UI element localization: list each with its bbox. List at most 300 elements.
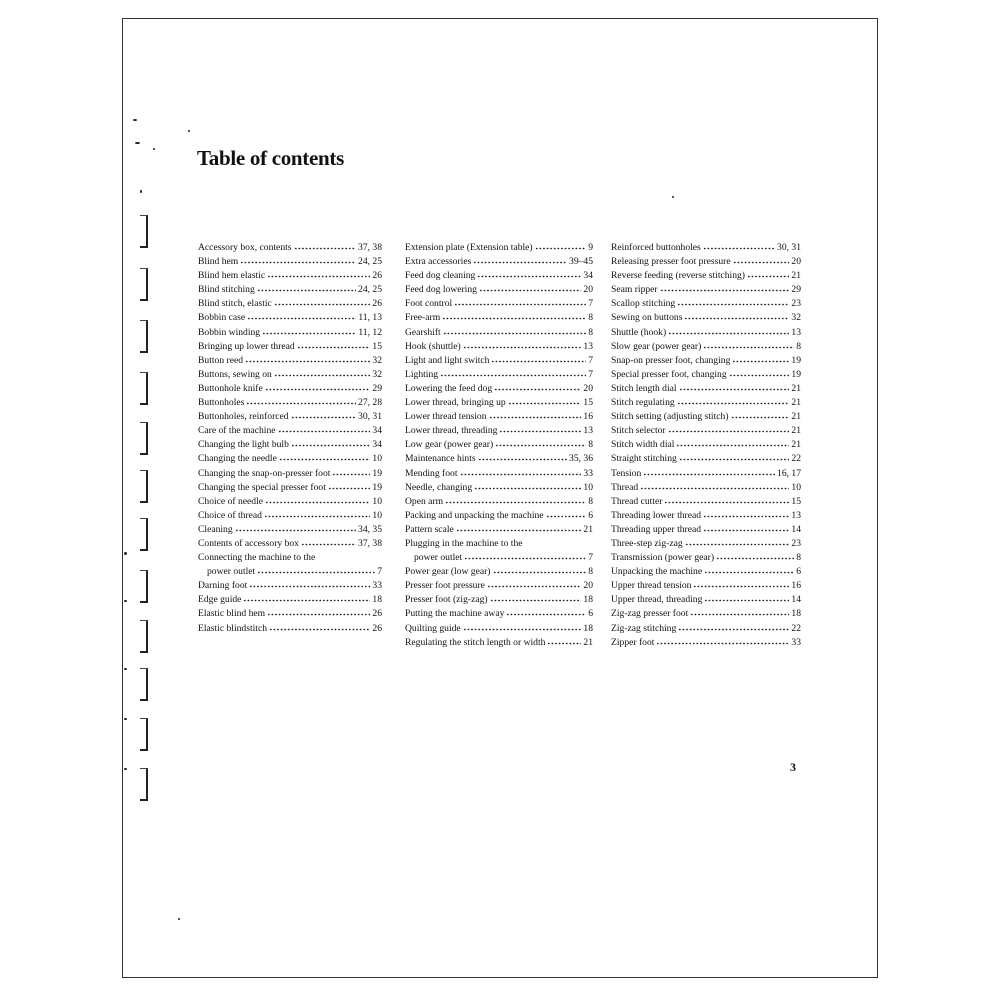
toc-entry-page: 23	[791, 298, 801, 310]
dot-leader	[443, 325, 587, 335]
binder-bracket	[140, 422, 148, 455]
toc-entry	[198, 339, 382, 353]
dot-leader	[267, 606, 370, 616]
toc-entry-page: 19	[791, 368, 801, 380]
toc-entry-page: 24, 25	[358, 284, 382, 296]
toc-entry-page: 37, 38	[358, 242, 382, 253]
toc-entry-page: 21	[791, 439, 801, 451]
dot-leader	[679, 381, 790, 391]
toc-entry-label: Lower thread, threading	[405, 425, 498, 437]
toc-entry-page: 32	[372, 368, 382, 380]
scan-speck	[124, 668, 127, 670]
toc-entry-label: Shuttle (hook)	[611, 326, 667, 338]
dot-leader	[278, 423, 371, 433]
toc-entry	[198, 550, 382, 564]
dot-leader	[297, 339, 371, 349]
toc-entry	[405, 381, 593, 395]
dot-leader	[474, 480, 581, 490]
dot-leader	[246, 395, 356, 405]
scan-speck	[124, 768, 127, 770]
dot-leader	[240, 254, 356, 264]
dot-leader	[317, 550, 380, 560]
toc-entry-page: 18	[372, 594, 382, 606]
toc-entry	[198, 451, 382, 465]
toc-entry	[198, 494, 382, 508]
dot-leader	[328, 480, 371, 490]
dot-leader	[525, 536, 591, 546]
toc-entry	[611, 466, 801, 480]
dot-leader	[732, 353, 789, 363]
dot-leader	[265, 381, 371, 391]
toc-entry	[405, 339, 593, 353]
dot-leader	[490, 592, 582, 602]
dot-leader	[473, 254, 567, 264]
toc-entry-label: Blind hem	[198, 256, 239, 268]
page-number: 3	[790, 760, 796, 774]
toc-entry-label: Packing and unpacking the machine	[405, 509, 544, 521]
dot-leader	[499, 423, 581, 433]
dot-leader	[729, 367, 790, 377]
toc-entry	[405, 282, 593, 296]
dot-leader	[733, 254, 790, 264]
toc-entry-label: Choice of needle	[198, 495, 263, 507]
toc-entry-label: Buttonhole knife	[198, 382, 263, 394]
dot-leader	[487, 578, 581, 588]
toc-entry	[198, 381, 382, 395]
toc-entry	[198, 282, 382, 296]
toc-entry	[198, 409, 382, 423]
dot-leader	[703, 508, 789, 518]
dot-leader	[301, 536, 356, 546]
toc-entry	[405, 325, 593, 339]
toc-entry-label: Cleaning	[198, 523, 233, 535]
toc-entry	[611, 480, 801, 494]
dot-leader	[279, 451, 371, 461]
dot-leader	[690, 606, 789, 616]
toc-entry	[198, 367, 382, 381]
scan-speck	[672, 196, 674, 198]
toc-entry-label: Lower thread tension	[405, 411, 487, 423]
toc-entry-page: 13	[791, 326, 801, 338]
toc-entry-label: Three-step zig-zag	[611, 537, 683, 549]
scan-speck	[135, 142, 140, 144]
toc-entry-label: Threading upper thread	[611, 523, 702, 535]
toc-entry-label: Blind hem elastic	[198, 270, 266, 282]
toc-entry-page: 6	[588, 608, 593, 620]
toc-entry-page: 15	[372, 340, 382, 352]
dot-leader	[249, 578, 370, 588]
binder-bracket	[140, 215, 148, 248]
toc-entry-page: 8	[588, 439, 593, 451]
toc-entry	[198, 310, 382, 324]
toc-entry-label: Upper thread tension	[611, 580, 692, 592]
toc-entry-page: 19	[372, 481, 382, 493]
toc-column-2	[405, 240, 593, 649]
toc-entry	[611, 564, 801, 578]
toc-entry	[198, 296, 382, 310]
toc-entry	[405, 451, 593, 465]
toc-entry	[405, 423, 593, 437]
toc-entry-page: 22	[791, 622, 801, 634]
toc-entry-page: 16, 17	[777, 467, 801, 479]
toc-entry	[611, 635, 801, 649]
dot-leader	[747, 268, 789, 278]
dot-leader	[332, 466, 370, 476]
toc-entry-label: Presser foot pressure	[405, 580, 485, 592]
toc-entry-page: 30, 31	[358, 411, 382, 423]
toc-entry-page: 18	[791, 608, 801, 620]
toc-entry-label: Maintenance hints	[405, 453, 476, 465]
toc-entry	[405, 480, 593, 494]
toc-entry-label: Reverse feeding (reverse stitching)	[611, 270, 745, 282]
toc-entry	[611, 592, 801, 606]
toc-entry-page: 21	[791, 425, 801, 437]
dot-leader	[291, 437, 371, 447]
toc-entry	[611, 395, 801, 409]
dot-leader	[267, 268, 370, 278]
toc-entry	[198, 522, 382, 536]
toc-entry-page: 20	[583, 580, 593, 592]
toc-entry-label: Changing the special presser foot	[198, 481, 326, 493]
toc-entry	[405, 395, 593, 409]
toc-entry-page: 10	[372, 495, 382, 507]
dot-leader	[716, 550, 794, 560]
toc-entry	[405, 564, 593, 578]
toc-entry-label: Light and light switch	[405, 354, 490, 366]
binder-bracket	[140, 718, 148, 751]
dot-leader	[685, 536, 790, 546]
toc-entry-label: Stitch setting (adjusting stitch)	[611, 411, 729, 423]
toc-entry	[198, 325, 382, 339]
toc-entry	[405, 437, 593, 451]
toc-entry-page: 18	[583, 622, 593, 634]
dot-leader	[440, 367, 586, 377]
toc-entry-page: 8	[796, 340, 801, 352]
dot-leader	[703, 339, 794, 349]
toc-entry-label: Choice of thread	[198, 509, 262, 521]
dot-leader	[442, 310, 586, 320]
dot-leader	[547, 635, 581, 645]
toc-entry	[405, 635, 593, 649]
toc-entry-label: Feed dog cleaning	[405, 270, 476, 282]
scan-speck	[124, 552, 127, 555]
toc-entry-label: Care of the machine	[198, 425, 276, 437]
toc-entry-page: 7	[588, 552, 593, 564]
toc-entry	[198, 564, 382, 578]
toc-entry-label: Sewing on buttons	[611, 312, 683, 324]
dot-leader	[677, 296, 789, 306]
toc-entry-label: Changing the light bulb	[198, 439, 289, 451]
toc-entry-label: Accessory box, contents	[198, 242, 292, 253]
toc-entry-page: 14	[791, 594, 801, 606]
toc-entry-page: 16	[791, 580, 801, 592]
toc-entry	[611, 310, 801, 324]
toc-entry-label: Thread	[611, 481, 639, 493]
toc-entry-page: 34	[372, 425, 382, 437]
toc-entry-page: 15	[791, 495, 801, 507]
dot-leader	[508, 395, 582, 405]
toc-entry-label: Upper thread, threading	[611, 594, 703, 606]
binder-bracket	[140, 768, 148, 801]
toc-entry-label: Quilting guide	[405, 622, 461, 634]
dot-leader	[731, 409, 790, 419]
toc-entry	[198, 592, 382, 606]
toc-entry-label: power outlet	[207, 566, 256, 578]
toc-entry-page: 7	[588, 368, 593, 380]
toc-entry-label: Buttons, sewing on	[198, 368, 272, 380]
scan-speck	[133, 119, 137, 121]
toc-entry-label: Stitch regulating	[611, 397, 675, 409]
toc-entry-page: 13	[791, 509, 801, 521]
dot-leader	[684, 310, 789, 320]
toc-entry	[405, 240, 593, 254]
toc-entry-label: Open arm	[405, 495, 444, 507]
toc-entry	[405, 310, 593, 324]
toc-entry-page: 8	[588, 566, 593, 578]
toc-entry-page: 10	[791, 481, 801, 493]
dot-leader	[478, 451, 567, 461]
toc-entry	[198, 254, 382, 268]
toc-entry	[405, 592, 593, 606]
toc-entry-page: 33	[583, 467, 593, 479]
toc-entry-page: 23	[791, 537, 801, 549]
dot-leader	[456, 522, 582, 532]
toc-entry	[405, 508, 593, 522]
dot-leader	[257, 282, 356, 292]
toc-entry	[611, 381, 801, 395]
page-title: Table of contents	[197, 146, 344, 170]
toc-entry-label: Needle, changing	[405, 481, 473, 493]
toc-entry-label: Scallop stitching	[611, 298, 676, 310]
toc-entry	[611, 296, 801, 310]
binder-bracket	[140, 518, 148, 551]
toc-entry-label: Transmission (power gear)	[611, 552, 715, 564]
toc-entry-label: Slow gear (power gear)	[611, 340, 702, 352]
toc-entry-label: Plugging in the machine to the	[405, 537, 523, 549]
binder-bracket	[140, 570, 148, 603]
toc-entry	[405, 268, 593, 282]
toc-entry-label: Reinforced buttonholes	[611, 242, 701, 253]
toc-entry-label: Regulating the stitch length or width	[405, 636, 546, 648]
toc-entry-label: Edge guide	[198, 594, 242, 606]
dot-leader	[679, 451, 790, 461]
toc-entry-page: 7	[588, 354, 593, 366]
toc-entry-page: 26	[372, 622, 382, 634]
toc-entry-label: Seam ripper	[611, 284, 658, 296]
dot-leader	[245, 353, 370, 363]
dot-leader	[494, 381, 581, 391]
toc-entry	[405, 536, 593, 550]
toc-entry-page: 6	[588, 509, 593, 521]
toc-entry	[198, 240, 382, 254]
toc-entry-page: 20	[583, 382, 593, 394]
toc-entry-page: 21	[583, 523, 593, 535]
toc-entry	[198, 423, 382, 437]
toc-entry-label: Darning foot	[198, 580, 248, 592]
toc-entry-page: 15	[583, 397, 593, 409]
toc-entry-label: Changing the needle	[198, 453, 277, 465]
toc-entry	[198, 437, 382, 451]
dot-leader	[703, 240, 775, 250]
toc-entry-label: Extra accessories	[405, 256, 472, 268]
toc-entry-label: Button reed	[198, 354, 244, 366]
toc-entry-label: Straight stitching	[611, 453, 677, 465]
dot-leader	[464, 550, 586, 560]
dot-leader	[491, 353, 586, 363]
toc-entry-label: Feed dog lowering	[405, 284, 477, 296]
toc-entry	[611, 240, 801, 254]
dot-leader	[677, 395, 790, 405]
toc-entry-page: 26	[372, 270, 382, 282]
toc-entry-page: 22	[791, 453, 801, 465]
toc-entry-label: Releasing presser foot pressure	[611, 256, 731, 268]
toc-entry-page: 7	[377, 566, 382, 578]
dot-leader	[445, 494, 586, 504]
binder-bracket	[140, 320, 148, 353]
toc-entry-label: Zipper foot	[611, 636, 655, 648]
dot-leader	[656, 635, 789, 645]
toc-entry	[611, 367, 801, 381]
dot-leader	[477, 268, 581, 278]
scan-speck	[124, 600, 127, 602]
toc-entry-page: 34	[372, 439, 382, 451]
dot-leader	[493, 564, 587, 574]
toc-entry-label: Stitch width dial	[611, 439, 675, 451]
toc-entry-label: Elastic blind hem	[198, 608, 266, 620]
dot-leader	[678, 621, 789, 631]
toc-entry-page: 8	[588, 326, 593, 338]
toc-entry-page: 20	[791, 256, 801, 268]
toc-entry	[611, 325, 801, 339]
toc-entry	[405, 466, 593, 480]
toc-entry-label: Low gear (power gear)	[405, 439, 494, 451]
binder-bracket	[140, 268, 148, 301]
dot-leader	[235, 522, 356, 532]
dot-leader	[506, 606, 586, 616]
toc-entry-page: 24, 25	[358, 256, 382, 268]
binder-bracket	[140, 668, 148, 701]
toc-entry	[611, 606, 801, 620]
toc-entry-page: 21	[791, 411, 801, 423]
toc-entry	[611, 282, 801, 296]
dot-leader	[664, 494, 789, 504]
toc-entry-label: Extension plate (Extension table)	[405, 242, 533, 253]
toc-entry	[198, 621, 382, 635]
dot-leader	[262, 325, 356, 335]
dot-leader	[294, 240, 356, 250]
dot-leader	[643, 466, 775, 476]
dot-leader	[274, 296, 371, 306]
toc-entry-label: Free-arm	[405, 312, 441, 324]
dot-leader	[676, 437, 789, 447]
toc-entry	[198, 268, 382, 282]
toc-entry	[405, 522, 593, 536]
dot-leader	[243, 592, 370, 602]
toc-entry-page: 20	[583, 284, 593, 296]
toc-entry-label: Connecting the machine to the	[198, 552, 316, 564]
toc-entry-label: Bobbin case	[198, 312, 246, 324]
toc-entry	[405, 578, 593, 592]
dot-leader	[274, 367, 371, 377]
toc-entry-page: 35, 36	[569, 453, 593, 465]
toc-entry	[198, 536, 382, 550]
toc-entry	[198, 508, 382, 522]
toc-entry-page: 8	[588, 495, 593, 507]
toc-entry-label: Stitch selector	[611, 425, 666, 437]
dot-leader	[693, 578, 789, 588]
dot-leader	[463, 621, 582, 631]
toc-entry-page: 8	[796, 552, 801, 564]
toc-entry-page: 37, 38	[358, 537, 382, 549]
toc-entry-page: 34, 35	[358, 523, 382, 535]
toc-entry-label: Special presser foot, changing	[611, 368, 727, 380]
dot-leader	[460, 466, 582, 476]
toc-entry	[611, 339, 801, 353]
toc-entry-label: Elastic blindstitch	[198, 622, 268, 634]
toc-entry-page: 29	[791, 284, 801, 296]
dot-leader	[495, 437, 586, 447]
binder-bracket	[140, 620, 148, 653]
scan-speck	[178, 918, 180, 920]
toc-entry-page: 26	[372, 298, 382, 310]
toc-entry	[611, 578, 801, 592]
toc-entry	[405, 254, 593, 268]
toc-entry-label: Changing the snap-on-presser foot	[198, 467, 331, 479]
toc-entry	[611, 451, 801, 465]
toc-entry	[198, 466, 382, 480]
toc-entry	[611, 437, 801, 451]
toc-entry-page: 10	[372, 453, 382, 465]
dot-leader	[247, 310, 356, 320]
dot-leader	[265, 494, 370, 504]
toc-entry-page: 33	[372, 580, 382, 592]
toc-entry	[405, 550, 593, 564]
scan-speck	[124, 718, 127, 720]
dot-leader	[704, 592, 789, 602]
dot-leader	[535, 240, 587, 250]
toc-entry-label: Mending foot	[405, 467, 458, 479]
toc-entry	[611, 409, 801, 423]
toc-entry-label: Bringing up lower thread	[198, 340, 295, 352]
toc-entry	[611, 621, 801, 635]
dot-leader	[640, 480, 789, 490]
toc-entry-page: 14	[791, 523, 801, 535]
toc-entry-label: Bobbin winding	[198, 326, 261, 338]
dot-leader	[479, 282, 581, 292]
toc-entry-page: 21	[791, 397, 801, 409]
toc-entry-page: 30, 31	[777, 242, 801, 253]
toc-entry-label: Zig-zag stitching	[611, 622, 677, 634]
toc-entry-label: Buttonholes, reinforced	[198, 411, 289, 423]
dot-leader	[660, 282, 790, 292]
toc-entry-page: 32	[791, 312, 801, 324]
toc-entry-label: Putting the machine away	[405, 608, 505, 620]
toc-entry-label: Gearshift	[405, 326, 441, 338]
toc-entry-label: Stitch length dial	[611, 382, 677, 394]
toc-entry-page: 34	[583, 270, 593, 282]
toc-entry-page: 27, 28	[358, 397, 382, 409]
toc-entry-page: 39–45	[569, 256, 593, 268]
dot-leader	[668, 423, 790, 433]
toc-entry	[405, 353, 593, 367]
toc-entry-page: 33	[791, 636, 801, 648]
toc-entry-label: Pattern scale	[405, 523, 454, 535]
toc-entry-page: 26	[372, 608, 382, 620]
dot-leader	[668, 325, 789, 335]
toc-entry-page: 10	[372, 509, 382, 521]
toc-entry-page: 7	[588, 298, 593, 310]
dot-leader	[264, 508, 370, 518]
